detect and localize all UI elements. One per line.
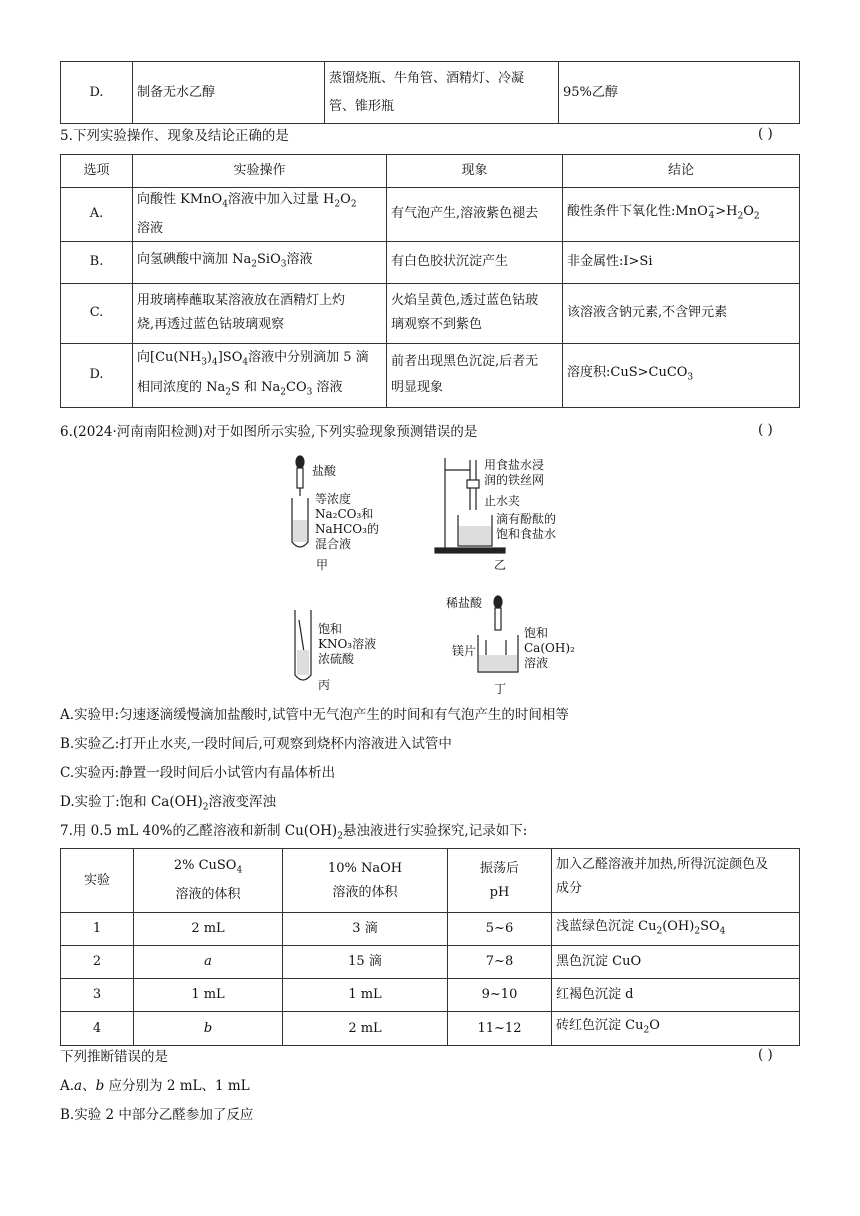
q6-option-a: A.实验甲:匀速逐滴缓慢滴加盐酸时,试管中无气泡产生的时间和有气泡产生的时间相等 (60, 707, 569, 723)
q5-header-phenomenon: 现象 (387, 155, 563, 188)
q6-option-b: B.实验乙:打开止水夹,一段时间后,可观察到烧杯内溶液进入试管中 (60, 736, 452, 752)
table-row: 1 2 mL 3 滴 5~6 浅蓝绿色沉淀 $Cu_2(OH)_2SO_4$ (61, 913, 800, 946)
q7-table: 实验 2% CuSO$_4$ 溶液的体积 10% NaOH 溶液的体积 振荡后 pH 加入乙醛溶液并加热,所得沉淀颜色及 成分 1 2 mL 3 滴 5~6 浅蓝绿色沉淀 $Cu_2(OH)_2SO_4$ 2 a 15 滴 7~8 黑色沉淀 CuO 3 1 mL 1 mL 9~10 红褐色沉淀 d 4 b 2 mL 11~12 砖红色沉淀 $Cu_2O$ (60, 848, 800, 1046)
q5-paren: ( ) (758, 126, 773, 142)
table-row: 3 1 mL 1 mL 9~10 红褐色沉淀 d (61, 979, 800, 1012)
top-row-experiment: 制备无水乙醇 (133, 62, 325, 124)
table-row: B. 向氢碘酸中滴加 $Na_2SiO_3$溶液 有白色胶状沉淀产生 非金属性:I>Si (61, 241, 800, 283)
top-row-instruments: 蒸馏烧瓶、牛角管、酒精灯、冷凝 管、锥形瓶 (325, 62, 559, 124)
table-row: D. 向$[Cu(NH_3)_4]SO_4$溶液中分别滴加 5 滴 相同浓度的 $Na_2S$ 和 $Na_2CO_3$ 溶液 前者出现黑色沉淀,后者无 明显现象 溶度积:CuS>CuCO$_3$ (61, 343, 800, 407)
q5-header-conclusion: 结论 (563, 155, 800, 188)
q6-option-d: D.实验丁:饱和 $Ca(OH)_2$溶液变浑浊 (60, 794, 276, 813)
table-row: 4 b 2 mL 11~12 砖红色沉淀 $Cu_2O$ (61, 1012, 800, 1046)
q5-header-operation: 实验操作 (133, 155, 387, 188)
q5-table (60, 154, 800, 408)
top-row-label: D. (61, 62, 133, 124)
table-row: C. 用玻璃棒蘸取某溶液放在酒精灯上灼 烧,再透过蓝色钴玻璃观察 火焰呈黄色,透过蓝色钴玻 璃观察不到紫色 该溶液含钠元素,不含钾元素 (61, 283, 800, 343)
q5-header-option: 选项 (61, 155, 133, 188)
top-row-reagent: 95%乙醇 (559, 62, 800, 124)
q6-option-c: C.实验丙:静置一段时间后小试管内有晶体析出 (60, 765, 336, 781)
q7-option-a: A.a、b 应分别为 2 mL、1 mL (60, 1078, 250, 1094)
q7-stem: 7.用 0.5 mL 40%的乙醛溶液和新制 $Cu(OH)_2$悬浊液进行实验探究,记录如下: (60, 823, 528, 842)
q6-paren: ( ) (758, 422, 773, 438)
q6-figure: 盐酸 等浓度 Na₂CO₃和 NaHCO₃的 混合液 甲 用食盐水浸 润的铁丝网 止水夹 滴有酚酞的 饱和食盐水 乙 饱和 KNO₃溶液 浓硫酸 丙 稀盐酸 镁片 饱和 Ca(OH)₂ 溶液 丁 (280, 450, 600, 700)
label-bing: 丙 (318, 678, 331, 692)
q5-stem: 5.下列实验操作、现象及结论正确的是 (60, 128, 289, 144)
q7-question: 下列推断错误的是 (60, 1049, 168, 1065)
label-jia: 甲 (316, 558, 329, 572)
top-table (60, 61, 800, 124)
q6-stem: 6.(2024·河南南阳检测)对于如图所示实验,下列实验现象预测错误的是 (60, 424, 478, 440)
table-row: 2 a 15 滴 7~8 黑色沉淀 CuO (61, 946, 800, 979)
q7-option-b: B.实验 2 中部分乙醛参加了反应 (60, 1107, 254, 1123)
q7-paren: ( ) (758, 1047, 773, 1063)
label-ding: 丁 (494, 682, 507, 696)
label-yi: 乙 (494, 558, 507, 572)
table-row: A. 向酸性 KMnO$_4$溶液中加入过量 $H_2O_2$ 溶液 有气泡产生,溶液紫色褪去 酸性条件下氧化性:MnO− $4>H_2O_2$ (61, 188, 800, 242)
